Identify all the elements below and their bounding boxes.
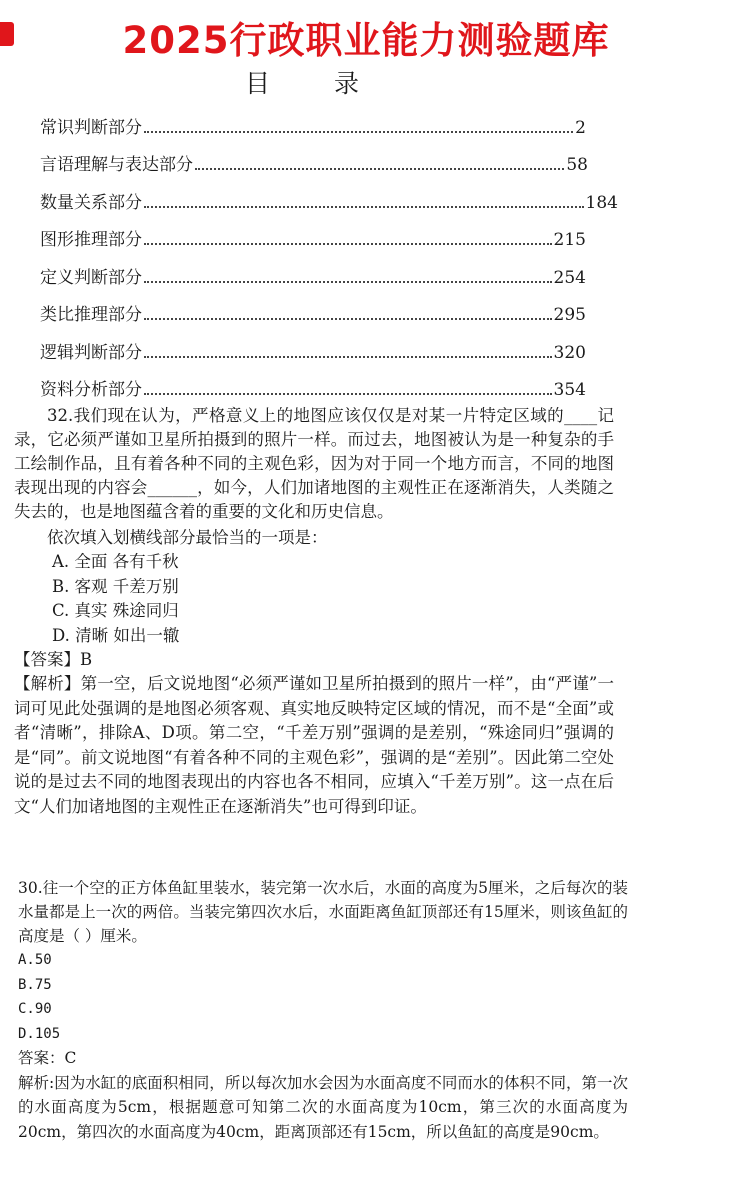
answer: 答案：C xyxy=(18,1049,77,1067)
option-c: C. 真实 殊途同归 xyxy=(51,601,179,620)
question-prompt: 依次填入划横线部分最恰当的一项是： xyxy=(47,528,328,547)
option-d: D.105 xyxy=(18,1025,61,1042)
toc-entry-label: 定义判断部分 xyxy=(40,267,142,288)
toc-entry-label: 常识判断部分 xyxy=(40,117,142,138)
toc-entry[interactable] xyxy=(40,325,586,363)
toc-leader-dots xyxy=(144,393,552,395)
question-30 xyxy=(18,876,628,1144)
option-a: A. 全面 各有千秋 xyxy=(51,552,179,571)
toc-entry[interactable] xyxy=(40,213,586,251)
toc-entry[interactable] xyxy=(40,250,586,288)
toc-entry[interactable] xyxy=(40,100,586,138)
toc-entry-label: 言语理解与表达部分 xyxy=(40,155,193,175)
toc-entry[interactable] xyxy=(40,138,588,176)
page-title: 2025行政职业能力测验题库 xyxy=(122,19,610,62)
option-d: D. 清晰 如出一辙 xyxy=(51,625,180,645)
toc-entry-page: 58 xyxy=(566,155,588,175)
toc-leader-dots xyxy=(144,356,552,358)
explanation: 解析:因为水缸的底面积相同，所以每次加水会因为水面高度不同而水的体积不同，第一次的水面高度为5cm，根据题意可知第二次的水面高度为10cm，第三次的水面高度为20cm，第四次的水面高度为40cm，距离顶部还有15cm，所以鱼缸的高度是90cm。 xyxy=(18,1073,628,1141)
table-of-contents xyxy=(40,100,618,400)
toc-leader-dots xyxy=(144,206,584,208)
option-b: B.75 xyxy=(18,976,52,993)
explanation: 【解析】第一空，后文说地图“必须严谨如卫星所拍摄到的照片一样”，由“严谨”一词可见此处强调的是地图必须客观、真实地反映特定区域的情况，而不是“全面”或者“清晰”，排除A、D项。第二空，“千差万别”强调的是差别，“殊途同归”强调的是“同”。前文说地图“有着各种不同的主观色彩”，强调的是“差别”。因此第二空处说的是过去不同的地图表现出的内容也各不相同，应填入“千差万别”。这一点在后文“人们加诸地图的主观性正在逐渐消失”也可得到印证。 xyxy=(14,674,614,816)
toc-leader-dots xyxy=(144,131,573,133)
option-c: C.90 xyxy=(18,1001,52,1017)
question-stem: 32.我们现在认为，严格意义上的地图应该仅仅是对某一片特定区域的____记录，它必须严谨如卫星所拍摄到的照片一样。而过去，地图被认为是一种复杂的手工绘制作品，且有着各种不同的主观色彩，因为对于同一个地方而言，不同的地图表现出现的内容会______，如今，人们加诸地图的主观性正在逐渐消失，人类随之失去的，也是地图蕴含着的重要的文化和历史信息。 xyxy=(14,406,614,521)
toc-entry[interactable] xyxy=(40,363,586,401)
question-32 xyxy=(14,404,614,819)
toc-leader-dots xyxy=(195,168,564,170)
toc-entry-page: 215 xyxy=(553,230,586,250)
toc-entry-page: 254 xyxy=(553,267,586,288)
toc-entry-label: 类比推理部分 xyxy=(40,305,142,325)
toc-entry[interactable] xyxy=(40,288,586,326)
question-stem: 30.往一个空的正方体鱼缸里装水，装完第一次水后，水面的高度为5厘米，之后每次的装水量都是上一次的两倍。当装完第四次水后，水面距离鱼缸顶部还有15厘米，则该鱼缸的高度是（ ）厘米。 xyxy=(18,879,628,945)
toc-entry-label: 资料分析部分 xyxy=(40,380,142,400)
toc-entry-page: 354 xyxy=(553,380,586,400)
toc-entry-label: 图形推理部分 xyxy=(40,230,142,250)
toc-entry-page: 2 xyxy=(575,117,586,138)
answer: 【答案】B xyxy=(14,650,93,669)
toc-leader-dots xyxy=(144,318,552,320)
toc-entry-label: 数量关系部分 xyxy=(40,192,142,213)
option-b: B. 客观 千差万别 xyxy=(51,576,179,596)
toc-entry-page: 295 xyxy=(553,305,586,325)
toc-entry[interactable] xyxy=(40,175,618,213)
toc-leader-dots xyxy=(144,243,552,245)
toc-leader-dots xyxy=(144,281,552,283)
toc-heading: 目 录 xyxy=(245,69,387,98)
toc-entry-page: 320 xyxy=(553,342,586,363)
toc-entry-label: 逻辑判断部分 xyxy=(40,342,142,363)
option-a: A.50 xyxy=(18,952,52,968)
toc-entry-page: 184 xyxy=(585,192,618,213)
